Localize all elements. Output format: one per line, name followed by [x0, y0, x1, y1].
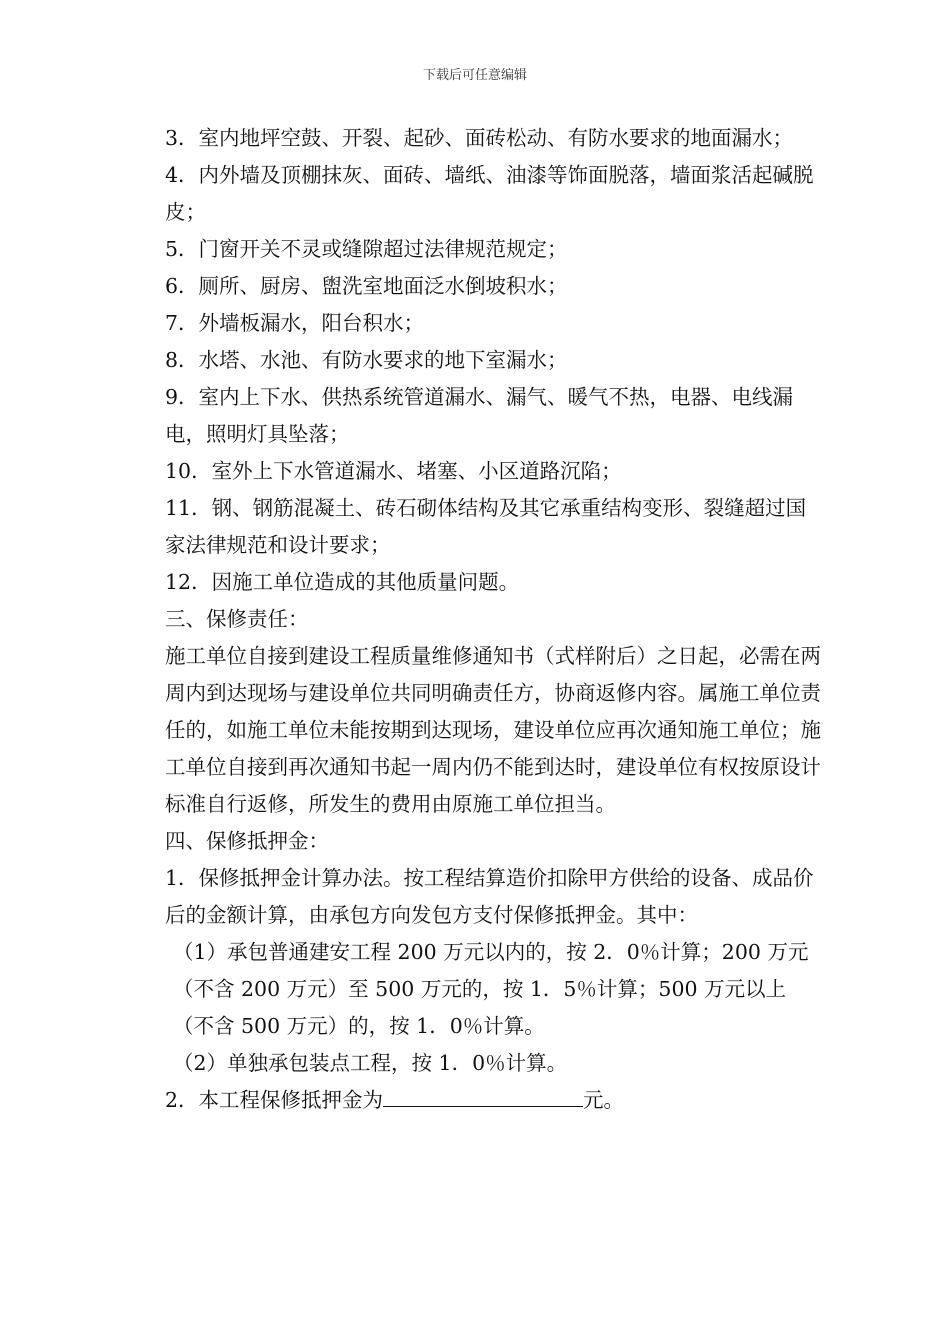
deposit-rule-1: （1）承包普通建安工程 200 万元以内的，按 2．0％计算；200 万元（不含 200 万元）至 500 万元的，按 1．5％计算；500 万元以上（不含 500 万元）的，按 1．0％计算。: [173, 940, 809, 1038]
deposit-amount-blank: [383, 1084, 583, 1107]
clause-9: 9．室内上下水、供热系统管道漏水、漏气、暖气不热，电器、电线漏电，照明灯具坠落；: [165, 385, 794, 446]
section-3-body: 施工单位自接到建设工程质量维修通知书（式样附后）之日起，必需在两周内到达现场与建设单位共同明确责任方，协商返修内容。属施工单位责任的，如施工单位未能按期到达现场，建设单位应再次通知施工单位；施工单位自接到再次通知书起一周内仍不能到达时，建设单位有权按原设计标准自行返修，所发生的费用由原施工单位担当。: [165, 644, 821, 816]
page-header: 下载后可任意编辑: [422, 68, 527, 83]
section-3-heading: 三、保修责任：: [165, 607, 309, 631]
clause-7: 7．外墙板漏水，阳台积水；: [165, 311, 425, 335]
deposit-rule-2: （2）单独承包装点工程，按 1．0％计算。: [173, 1051, 568, 1075]
clause-11: 11．钢、钢筋混凝土、砖石砌体结构及其它承重结构变形、裂缝超过国家法律规范和设计要求；: [165, 496, 807, 557]
section-4-heading: 四、保修抵押金：: [165, 829, 329, 853]
deposit-amount-prefix: 2．本工程保修抵押金为: [165, 1088, 384, 1112]
deposit-amount-line: [143, 1082, 823, 1119]
clause-5: 5．门窗开关不灵或缝隙超过法律规范规定；: [165, 237, 568, 261]
clause-3: 3．室内地坪空鼓、开裂、起砂、面砖松动、有防水要求的地面漏水；: [165, 126, 794, 150]
clause-4: 4．内外墙及顶棚抹灰、面砖、墙纸、油漆等饰面脱落，墙面浆活起碱脱皮；: [165, 163, 814, 224]
clause-8: 8．水塔、水池、有防水要求的地下室漏水；: [165, 348, 568, 372]
clause-12: 12．因施工单位造成的其他质量问题。: [165, 570, 520, 594]
deposit-amount-suffix: 元。: [583, 1088, 625, 1112]
deposit-calc-method: 1．保修抵押金计算办法。按工程结算造价扣除甲方供给的设备、成品价后的金额计算，由承包方向发包方支付保修抵押金。其中：: [165, 866, 814, 927]
clause-6: 6．厕所、厨房、盥洗室地面泛水倒坡积水；: [165, 274, 568, 298]
document-body: [143, 120, 823, 1119]
clause-10: 10．室外上下水管道漏水、堵塞、小区道路沉陷；: [165, 459, 622, 483]
